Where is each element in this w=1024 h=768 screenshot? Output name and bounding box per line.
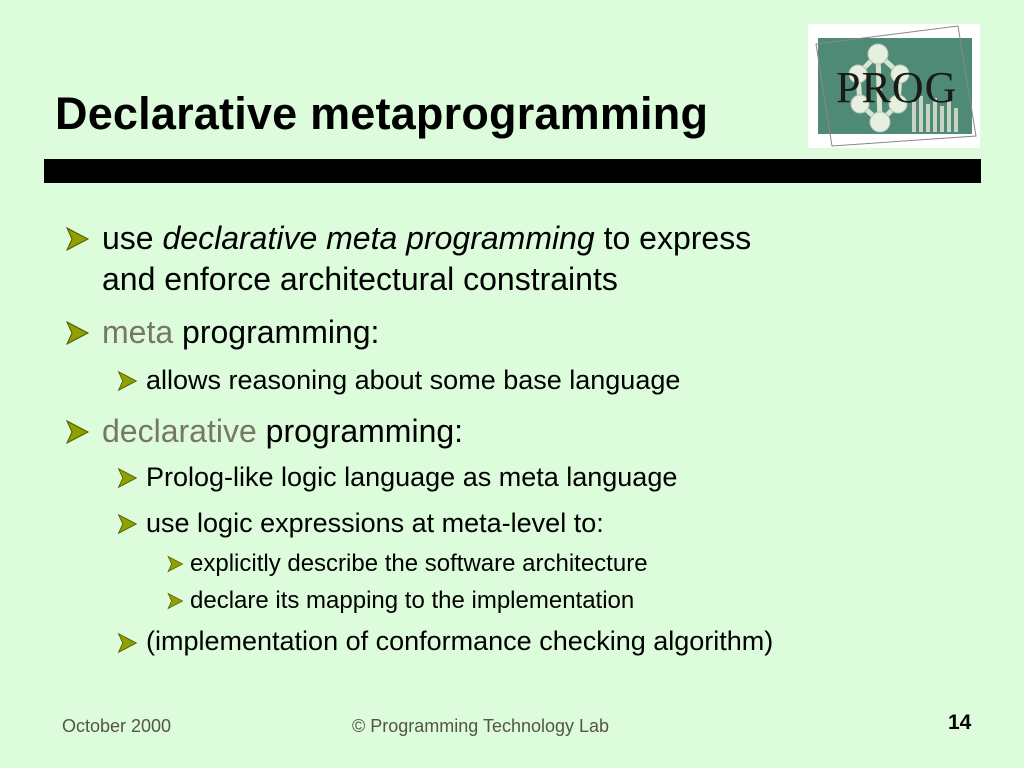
bullet-1-post: to express (594, 220, 752, 256)
sub-bullet-arrow-icon (116, 370, 138, 392)
bullet-2-post: programming: (173, 314, 380, 350)
bullet-3-3: (implementation of conformance checking algorithm) (146, 626, 774, 656)
page-number: 14 (948, 711, 972, 734)
bullet-arrow-icon (64, 419, 90, 445)
bullet-3-2-1: explicitly describe the software architecture (190, 550, 648, 577)
bullet-1-pre: use (102, 220, 163, 256)
bullet-1 (102, 220, 751, 257)
bullet-3-2-2: declare its mapping to the implementation (190, 587, 635, 614)
logo-label: PROG (836, 63, 958, 112)
footer-date: October 2000 (62, 716, 172, 736)
bullet-1-line2: and enforce architectural constraints (102, 261, 618, 297)
bullet-2 (102, 314, 379, 351)
sub-bullet-arrow-icon (116, 632, 138, 654)
sub-bullet-arrow-icon (116, 513, 138, 535)
bullet-arrow-icon (64, 320, 90, 346)
bullet-2-highlight: meta (102, 314, 174, 350)
bullet-arrow-icon (64, 226, 90, 252)
bullet-3 (102, 413, 463, 450)
bullet-3-highlight: declarative (102, 413, 257, 449)
bullet-2-1: allows reasoning about some base language (146, 365, 681, 395)
title-rule (44, 159, 981, 183)
bullet-3-post: programming: (256, 413, 464, 449)
bullet-3-1: Prolog-like logic language as meta language (146, 462, 678, 492)
bullet-1-emphasis: declarative meta programming (162, 220, 595, 256)
prog-logo (808, 24, 980, 148)
slide-title: Declarative metaprogramming (55, 88, 709, 139)
sub-sub-bullet-arrow-icon (166, 592, 184, 610)
sub-sub-bullet-arrow-icon (166, 555, 184, 573)
footer-copyright: © Programming Technology Lab (352, 716, 610, 736)
sub-bullet-arrow-icon (116, 467, 138, 489)
bullet-3-2: use logic expressions at meta-level to: (146, 508, 604, 538)
